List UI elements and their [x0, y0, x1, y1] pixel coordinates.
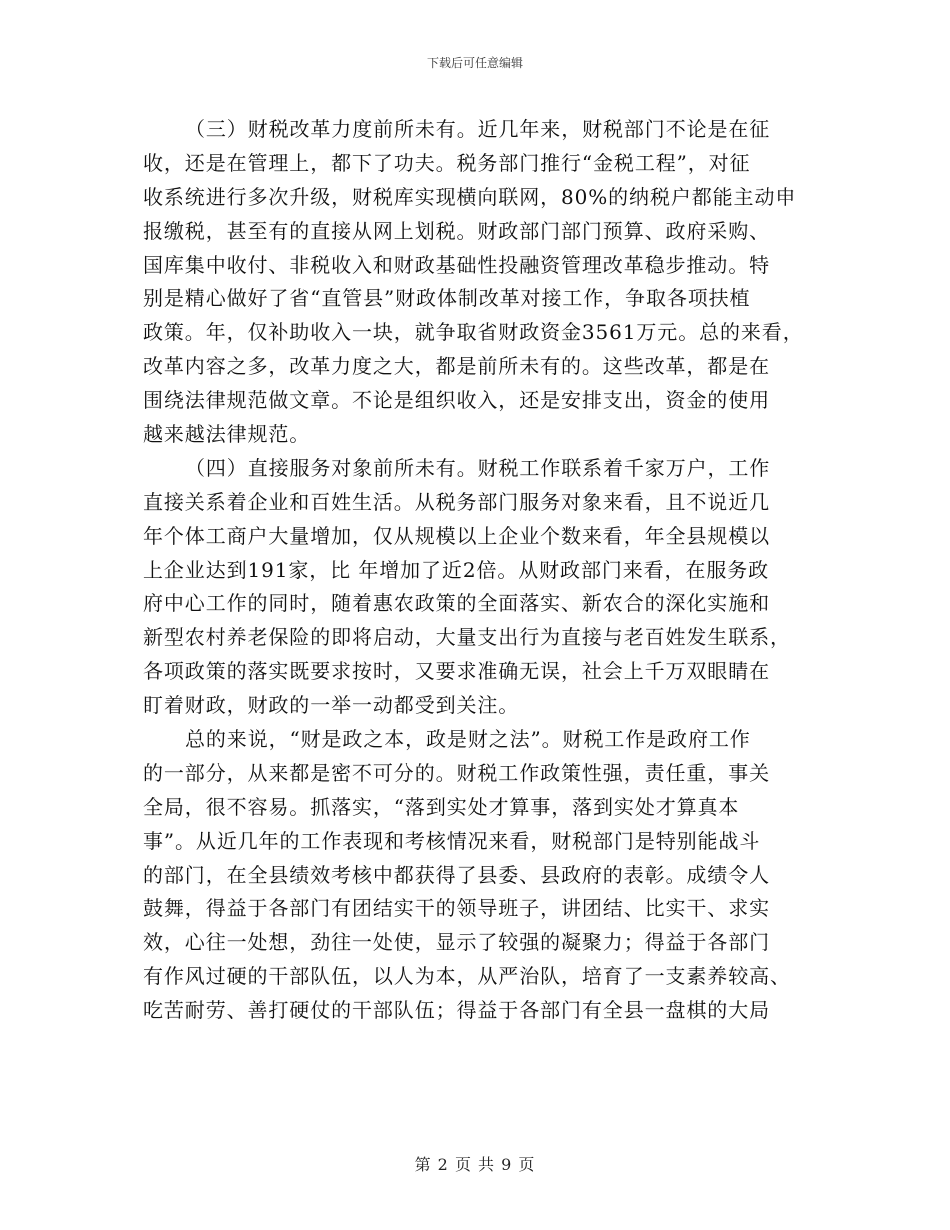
text-line: 各项政策的落实既要求按时，又要求准确无误，社会上千万双眼睛在 [143, 659, 770, 684]
paragraph-3 [143, 723, 803, 1028]
text-line: 政策。年，仅补助收入一块，就争取省财政资金3561万元。总的来看， [143, 320, 804, 345]
text-line: 效，心往一处想，劲往一处使，显示了较强的凝聚力；得益于各部门 [143, 930, 770, 955]
paragraph-1 [143, 113, 803, 452]
text-line: （三）财税改革力度前所未有。近几年来，财税部门不论是在征 [185, 117, 771, 141]
text-line: 新型农村养老保险的即将启动，大量支出行为直接与老百姓发生联系， [143, 625, 791, 650]
text-line: 有作风过硬的干部队伍，以人为本，从严治队，培育了一支素养较高、 [143, 964, 791, 989]
page-number-footer: 第 2 页 共 9 页 [414, 1155, 536, 1174]
text-line: 吃苦耐劳、善打硬仗的干部队伍；得益于各部门有全县一盘棋的大局 [143, 998, 770, 1023]
text-line: 国库集中收付、非税收入和财政基础性投融资管理改革稳步推动。特 [143, 252, 770, 277]
text-line: 收系统进行多次升级，财税库实现横向联网，80%的纳税户都能主动申 [143, 184, 797, 209]
text-line: 别是精心做好了省“直管县”财政体制改革对接工作，争取各项扶植 [143, 286, 751, 311]
text-line: 总的来说，“财是政之本，政是财之法”。财税工作是政府工作 [185, 727, 751, 752]
page-header: 下载后可任意编辑 [426, 56, 523, 70]
text-line: 越来越法律规范。 [143, 422, 311, 447]
text-line: 的一部分，从来都是密不可分的。财税工作政策性强，责任重，事关 [143, 760, 770, 785]
text-line: 围绕法律规范做文章。不论是组织收入，还是安排支出，资金的使用 [143, 388, 770, 413]
text-line: 直接关系着企业和百姓生活。从税务部门服务对象来看，且不说近几 [143, 489, 770, 514]
paragraph-2 [143, 452, 803, 723]
text-line: 府中心工作的同时，随着惠农政策的全面落实、新农合的深化实施和 [143, 591, 770, 616]
text-line: 收，还是在管理上，都下了功夫。税务部门推行“金税工程”，对征 [143, 150, 751, 175]
text-line: 鼓舞，得益于各部门有团结实干的领导班子，讲团结、比实干、求实 [143, 896, 770, 921]
text-line: 的部门，在全县绩效考核中都获得了县委、县政府的表彰。成绩令人 [143, 862, 770, 887]
text-line: 报缴税，甚至有的直接从网上划税。财政部门部门预算、政府采购、 [143, 218, 770, 243]
text-line: 上企业达到191家，比 年增加了近2倍。从财政部门来看，在服务政 [143, 557, 770, 582]
text-line: 年个体工商户大量增加，仅从规模以上企业个数来看，年全县规模以 [143, 523, 770, 548]
text-line: 全局，很不容易。抓落实，“落到实处才算事，落到实处才算真本 [143, 794, 740, 819]
document-body [143, 113, 803, 1028]
text-line: 事”。从近几年的工作表现和考核情况来看，财税部门是特别能战斗 [143, 828, 761, 853]
text-line: 盯着财政，财政的一举一动都受到关注。 [143, 693, 520, 718]
text-line: （四）直接服务对象前所未有。财税工作联系着千家万户，工作 [185, 455, 771, 480]
text-line: 改革内容之多，改革力度之大，都是前所未有的。这些改革，都是在 [143, 354, 770, 379]
